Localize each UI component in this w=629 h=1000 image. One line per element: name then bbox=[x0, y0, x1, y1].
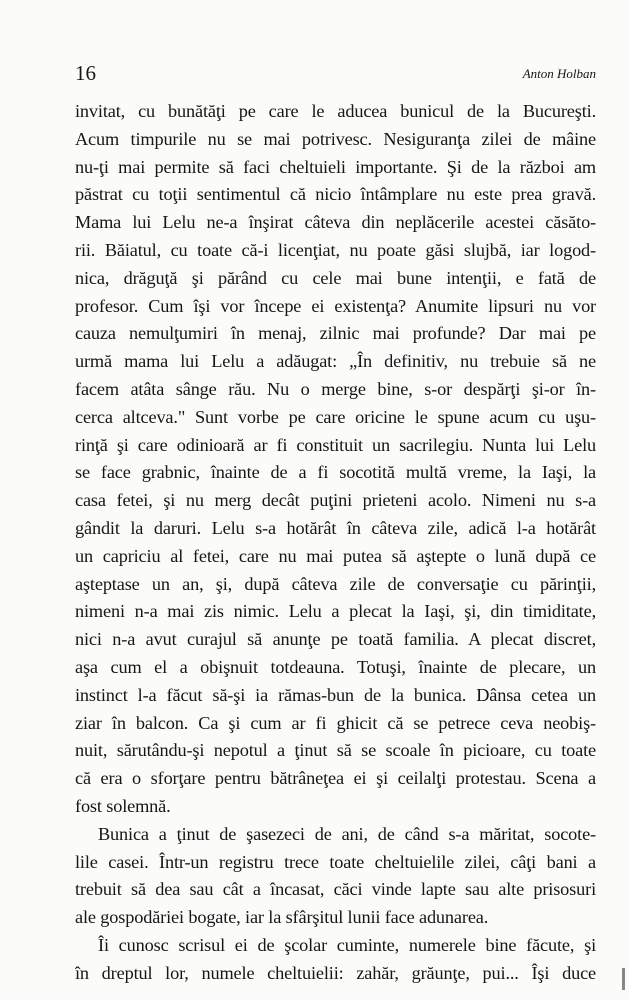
text-line: Mama lui Lelu ne-a înşirat câteva din neplăcerile acestei căsăto- bbox=[75, 212, 596, 233]
page-edge-mark bbox=[622, 968, 625, 990]
text-line: aşa cum el a obişnuit totdeauna. Totuşi, înainte de plecare, un bbox=[75, 656, 596, 677]
text-line: nimeni n-a mai zis nimic. Lelu a plecat la Iaşi, şi, din timiditate, bbox=[75, 601, 596, 622]
paragraph-1 bbox=[75, 98, 596, 821]
paragraph-2 bbox=[75, 821, 596, 932]
text-line: nu-ţi mai permite să faci cheltuieli importante. Şi de la război am bbox=[75, 156, 596, 177]
text-line: cauza nemulţumiri în menaj, zilnic mai profunde? Dar mai pe bbox=[75, 323, 596, 344]
text-line: Îi cunosc scrisul ei de şcolar cuminte, numerele bine făcute, şi bbox=[98, 934, 596, 955]
text-line: rinţă şi care odinioară ar fi constituit un sacrilegiu. Nunta lui Lelu bbox=[75, 434, 596, 455]
text-line: invitat, cu bunătăţi pe care le aducea bunicul de la Bucureşti. bbox=[75, 101, 596, 121]
text-line: nici n-a avut curajul să anunţe pe toată familia. A plecat discret, bbox=[75, 629, 596, 650]
text-line: ziar în balcon. Ca şi cum ar fi ghicit că se petrece ceva neobiş- bbox=[75, 712, 596, 733]
running-head bbox=[75, 62, 596, 84]
text-line: ale gospodăriei bogate, iar la sfârşitul lunii face adunarea. bbox=[75, 907, 489, 928]
text-line: cerca altceva." Sunt vorbe pe care oricine le spune acum cu uşu- bbox=[75, 406, 596, 427]
text-line: fost solemnă. bbox=[75, 795, 171, 816]
text-line: un capriciu al fetei, care nu mai putea să aştepte o lună după ce bbox=[75, 545, 596, 566]
text-line: rii. Băiatul, cu toate că-i licenţiat, nu poate găsi slujbă, iar logod- bbox=[75, 239, 596, 260]
text-line: lile casei. Într-un registru trece toate cheltuielile zilei, câţi bani a bbox=[75, 851, 596, 872]
body-text bbox=[75, 98, 596, 988]
text-line: aşteptase un an, şi, după câteva zile de conversaţie cu părinţii, bbox=[75, 573, 596, 594]
text-line: Acum timpurile nu se mai potrivesc. Nesiguranţa zilei de mâine bbox=[75, 128, 596, 149]
text-line: Bunica a ţinut de şasezeci de ani, de când s-a măritat, socote- bbox=[98, 823, 596, 844]
text-line: casa fetei, şi nu merg decât puţini prieteni acolo. Nimeni nu s-a bbox=[75, 490, 596, 511]
author-name: Anton Holban bbox=[522, 66, 596, 81]
paragraph-3 bbox=[75, 932, 596, 988]
text-line: profesor. Cum îşi vor începe ei existenţa? Anumite lipsuri nu vor bbox=[75, 295, 596, 316]
text-line: facem atâta sânge rău. Nu o merge bine, s-or despărţi şi-or în- bbox=[75, 378, 596, 399]
text-line: nuit, sărutându-şi nepotul a ţinut să se scoale în picioare, cu toate bbox=[75, 740, 596, 761]
text-line: nica, drăguţă şi părând cu cele mai bune intenţii, e fată de bbox=[75, 267, 596, 288]
text-line: în dreptul lor, numele cheltuielii: zahăr, grăunţe, pui... Îşi duce bbox=[75, 962, 596, 983]
page-number: 16 bbox=[75, 61, 96, 85]
text-line: păstrat cu toţii sentimentul că nicio întâmplare nu este prea gravă. bbox=[75, 184, 596, 205]
text-line: că era o sforţare pentru bătrâneţea ei şi ceilalţi protestau. Scena a bbox=[75, 768, 596, 789]
text-line: instinct l-a făcut să-şi ia rămas-bun de la bunica. Dânsa cetea un bbox=[75, 684, 596, 705]
text-line: trebuit să dea sau cât a încasat, căci vinde lapte sau alte prisosuri bbox=[75, 879, 596, 900]
text-line: gândit la daruri. Lelu s-a hotărât în câteva zile, adică l-a hotărât bbox=[75, 517, 596, 538]
text-line: urmă mama lui Lelu a adăugat: „În definitiv, nu trebuie să ne bbox=[75, 351, 596, 372]
text-line: se face grabnic, înainte de a fi socotită multă vreme, la Iaşi, la bbox=[75, 462, 596, 483]
